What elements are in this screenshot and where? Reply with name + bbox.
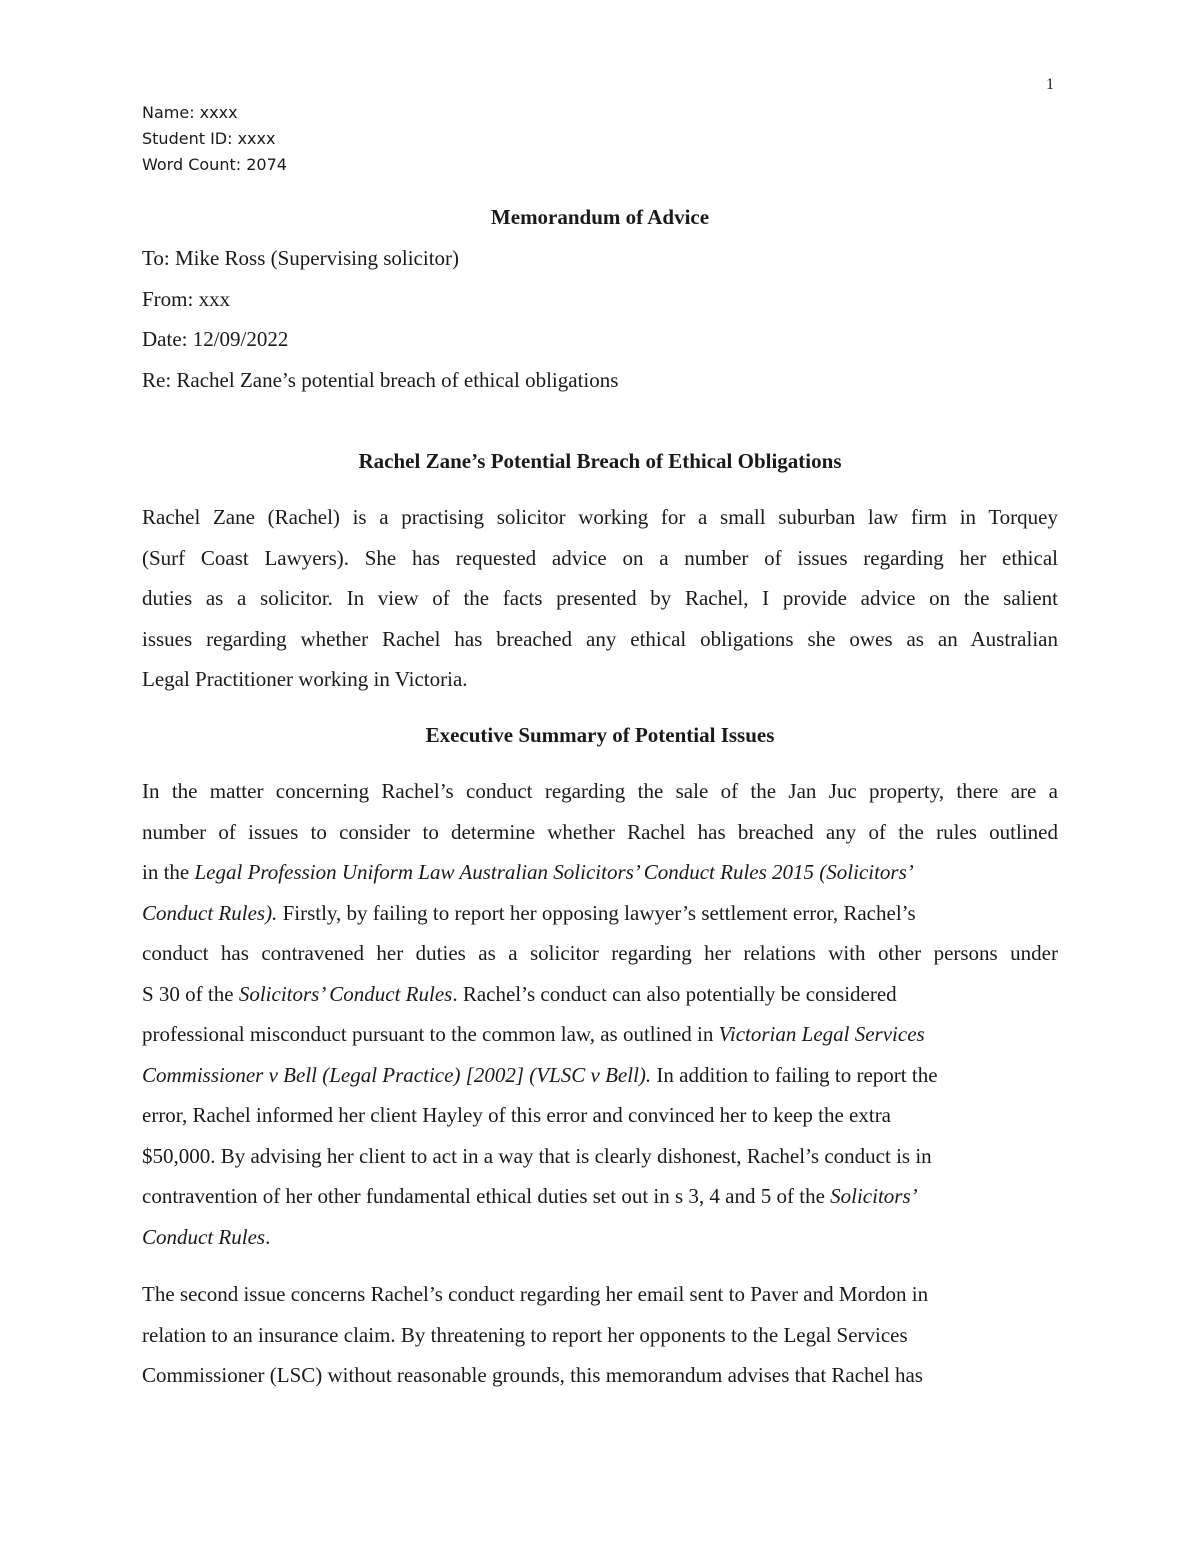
citation-italic: Solicitors’ Conduct Rules <box>238 981 453 1006</box>
section-heading-executive-summary: Executive Summary of Potential Issues <box>425 723 775 747</box>
citation-italic: Commissioner v Bell (Legal Practice) [2002] (VLSC v Bell). <box>142 1062 652 1087</box>
memo-re: Re: Rachel Zane’s potential breach of ethical obligations <box>142 367 619 392</box>
citation-italic: Conduct Rules <box>142 1224 266 1249</box>
paragraph-line: relation to an insurance claim. By threatening to report her opponents to the Legal Services <box>142 1322 908 1347</box>
citation-italic: Conduct Rules). <box>142 900 278 925</box>
paragraph-line <box>142 1055 1058 1096</box>
paragraph-line: (Surf Coast Lawyers). She has requested advice on a number of issues regarding her ethical <box>142 545 1058 570</box>
text-run: . Rachel’s conduct can also potentially be considered <box>452 981 897 1006</box>
student-name: Name: xxxx <box>142 103 238 122</box>
paragraph-line: issues regarding whether Rachel has breached any ethical obligations she owes as an Australian <box>142 626 1058 651</box>
citation-italic: Solicitors’ <box>830 1184 918 1208</box>
student-id: Student ID: xxxx <box>142 129 276 148</box>
paragraph-line <box>142 893 1058 934</box>
intro-paragraph <box>142 497 1058 700</box>
text-run: . <box>265 1224 271 1249</box>
text-run: In addition to failing to report the <box>651 1062 938 1087</box>
paragraph-line: number of issues to consider to determine whether Rachel has breached any of the rules outlined <box>142 819 1058 844</box>
text-run: in the <box>142 860 195 884</box>
paragraph-line <box>142 1176 1058 1217</box>
memo-to: To: Mike Ross (Supervising solicitor) <box>142 246 460 270</box>
text-run: contravention of her other fundamental ethical duties set out in s 3, 4 and 5 of the <box>142 1184 831 1208</box>
section-heading-potential-breach: Rachel Zane’s Potential Breach of Ethical Obligations <box>358 449 842 473</box>
paragraph-line <box>142 974 1058 1015</box>
summary-paragraph-1 <box>142 771 1058 1257</box>
paragraph-line <box>142 852 1058 893</box>
citation-italic: Victorian Legal Services <box>718 1022 925 1046</box>
text-run: S 30 of the <box>142 981 239 1006</box>
text-run: Firstly, by failing to report her opposing lawyer’s settlement error, Rachel’s <box>277 900 916 925</box>
paragraph-line: Legal Practitioner working in Victoria. <box>142 667 468 691</box>
paragraph-line <box>142 1014 1058 1055</box>
paragraph-line: duties as a solicitor. In view of the facts presented by Rachel, I provide advice on the salient <box>142 586 1058 610</box>
paragraph-line: Rachel Zane (Rachel) is a practising solicitor working for a small suburban law firm in Torquey <box>142 505 1058 529</box>
memo-title: Memorandum of Advice <box>490 205 710 229</box>
memo-header <box>142 244 618 406</box>
paragraph-line: error, Rachel informed her client Hayley of this error and convinced her to keep the extra <box>142 1103 892 1127</box>
summary-paragraph-2 <box>142 1274 1058 1396</box>
paragraph-line: conduct has contravened her duties as a solicitor regarding her relations with other persons under <box>142 941 1058 965</box>
paragraph-line: The second issue concerns Rachel’s conduct regarding her email sent to Paver and Mordon in <box>142 1282 929 1306</box>
paragraph-line <box>142 1217 1058 1258</box>
memo-from: From: xxx <box>142 286 231 311</box>
text-run: professional misconduct pursuant to the common law, as outlined in <box>142 1022 719 1046</box>
word-count: Word Count: 2074 <box>142 155 287 174</box>
student-info <box>142 100 287 178</box>
paragraph-line: Commissioner (LSC) without reasonable grounds, this memorandum advises that Rachel has <box>142 1363 923 1387</box>
paragraph-line: $50,000. By advising her client to act in a way that is clearly dishonest, Rachel’s conduct is in <box>142 1143 932 1168</box>
page-number: 1 <box>1046 76 1054 93</box>
citation-italic: Legal Profession Uniform Law Australian Solicitors’ Conduct Rules 2015 (Solicitors’ <box>194 860 914 884</box>
memo-date: Date: 12/09/2022 <box>142 327 289 351</box>
paragraph-line: In the matter concerning Rachel’s conduct regarding the sale of the Jan Juc property, there are a <box>142 779 1058 803</box>
